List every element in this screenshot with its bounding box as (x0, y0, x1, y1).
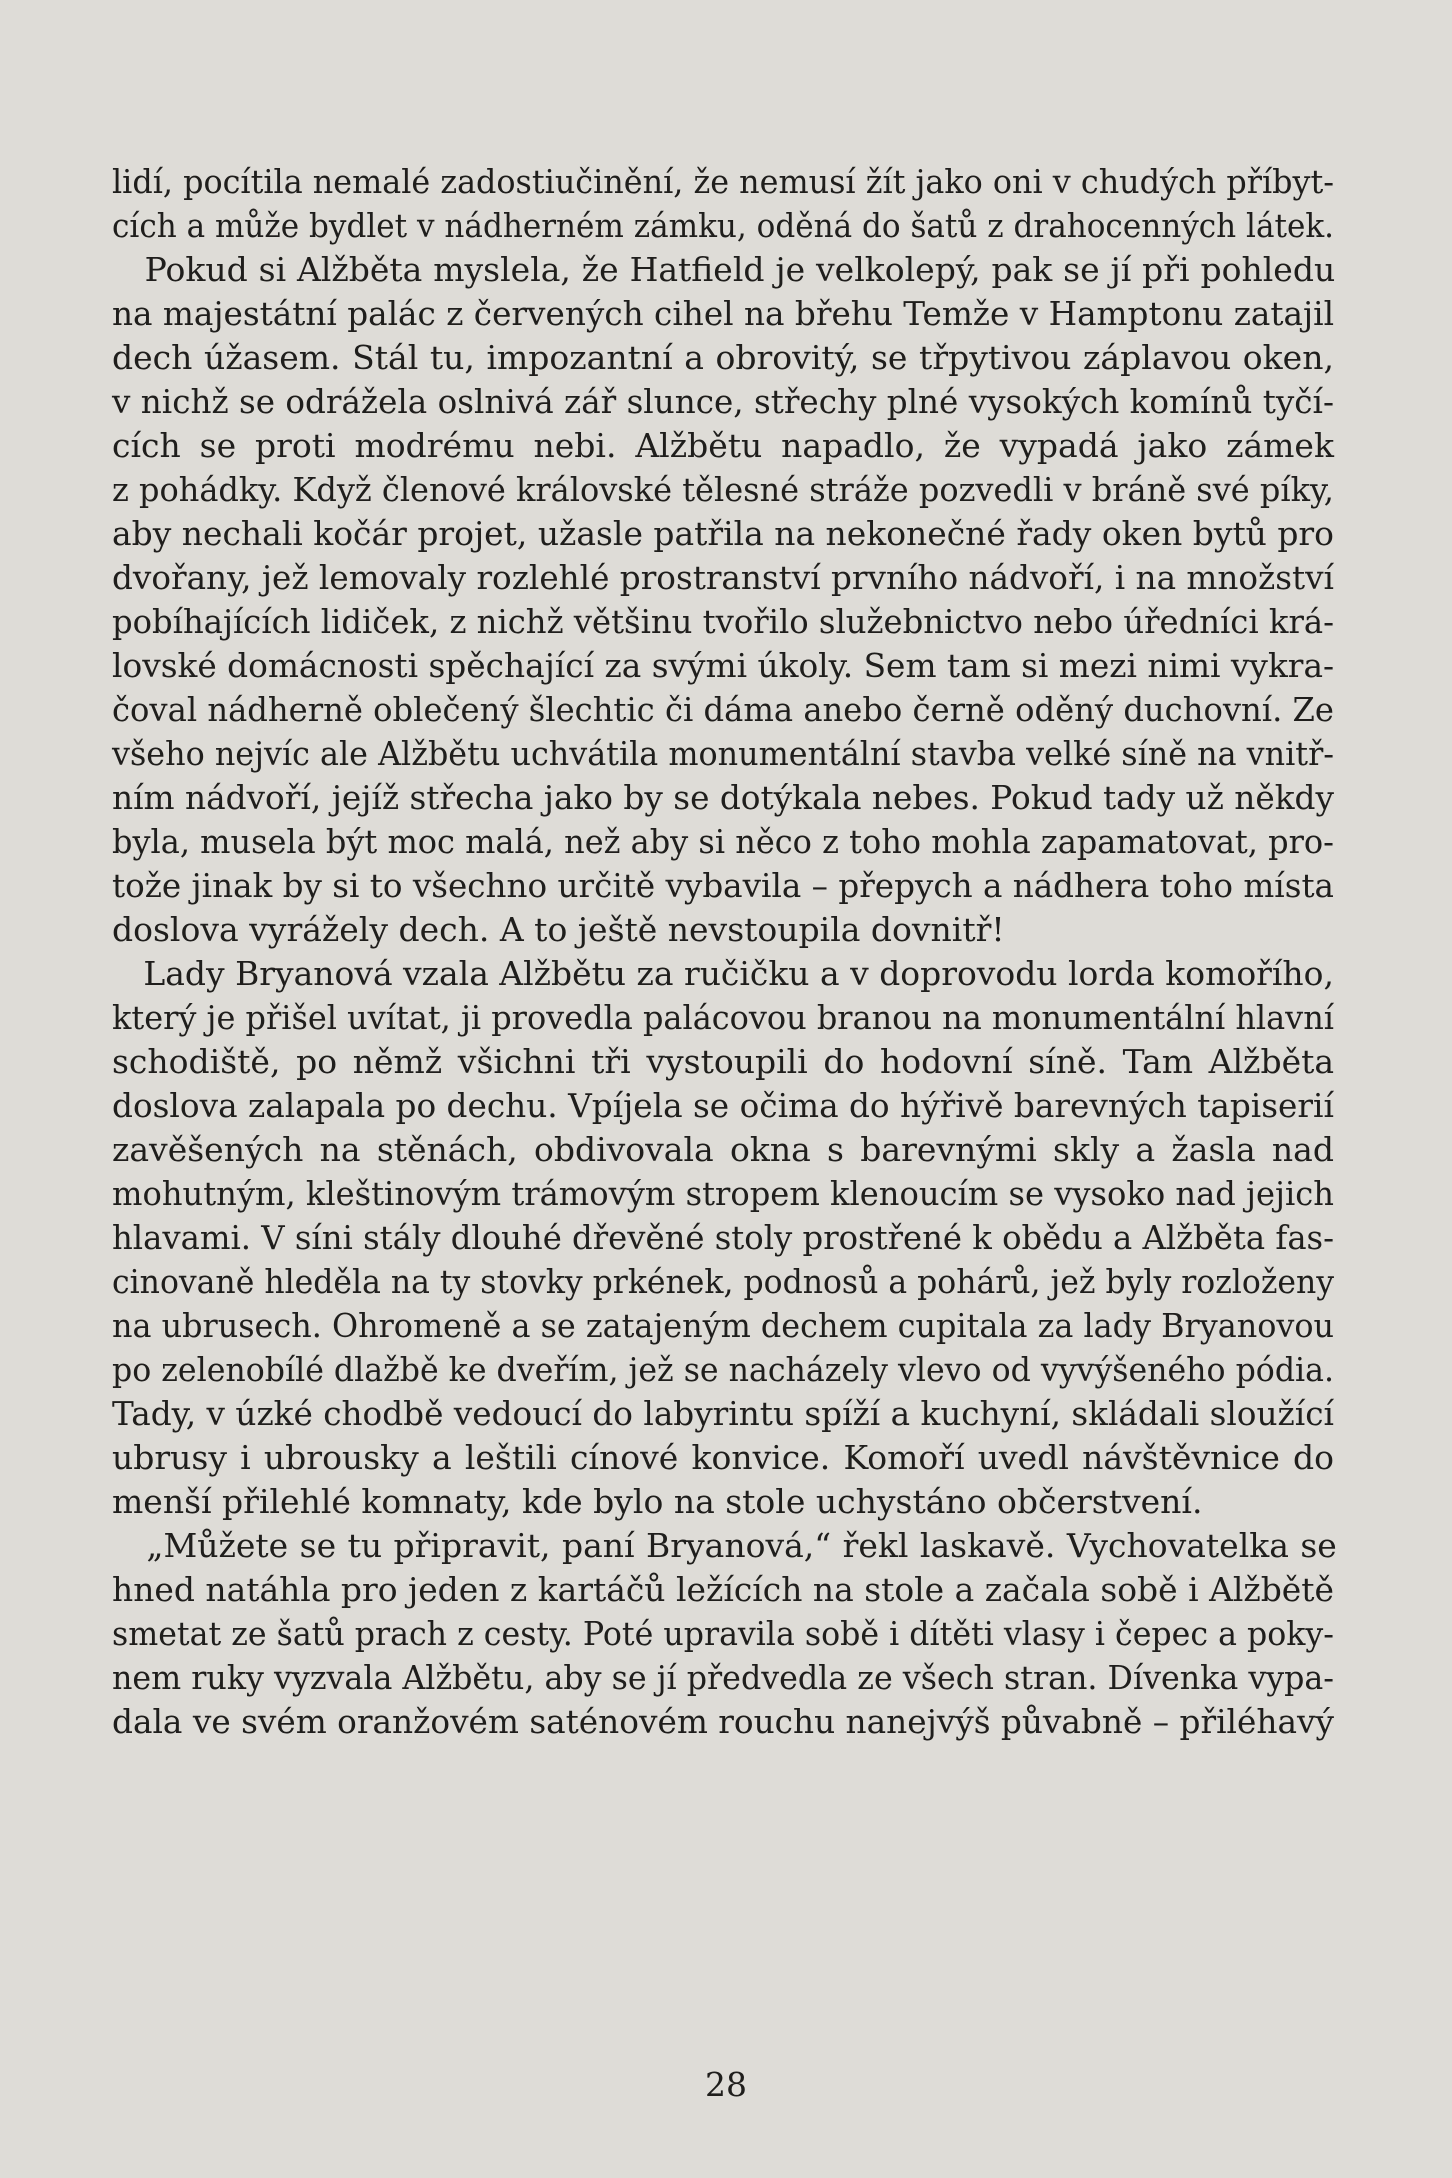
text-line: doslova zalapala po dechu. Vpíjela se očima do hýřivě barevných tapiserií (112, 1086, 1334, 1125)
text-line: cinovaně hleděla na ty stovky prkének, podnosů a pohárů, jež byly rozloženy (112, 1262, 1335, 1301)
text-line: ubrusy i ubrousky a leštili cínové konvice. Komoří uvedl návštěvnice do (112, 1438, 1335, 1477)
text-line: mohutným, kleštinovým trámovým stropem klenoucím se vysoko nad jejich (112, 1174, 1334, 1213)
text-line: na ubrusech. Ohromeně a se zatajeným dechem cupitala za lady Bryanovou (112, 1306, 1335, 1345)
text-line: Pokud si Alžběta myslela, že Hatfield je velkolepý, pak se jí při pohledu (112, 250, 1336, 289)
text-line: menší přilehlé komnaty, kde bylo na stole uchystáno občerstvení. (112, 1482, 1203, 1521)
text-line: pobíhajících lidiček, z nichž většinu tvořilo služebnictvo nebo úředníci krá- (112, 602, 1334, 641)
text-line: byla, musela být moc malá, než aby si něco z toho mohla zapamatovat, pro- (112, 822, 1334, 861)
text-line: cích a může bydlet v nádherném zámku, oděná do šatů z drahocenných látek. (112, 206, 1335, 245)
text-line: po zelenobílé dlažbě ke dveřím, jež se nacházely vlevo od vyvýšeného pódia. (112, 1350, 1335, 1389)
text-line: zavěšených na stěnách, obdivovala okna s barevnými skly a žasla nad (112, 1130, 1334, 1169)
text-line: který je přišel uvítat, ji provedla palácovou branou na monumentální hlavní (112, 998, 1335, 1037)
text-line: doslova vyrážely dech. A to ještě nevstoupila dovnitř! (112, 910, 1005, 949)
text-line: lidí, pocítila nemalé zadostiučinění, že nemusí žít jako oni v chudých příbyt- (112, 162, 1334, 201)
text-line: „Můžete se tu připravit, paní Bryanová,“ řekl laskavě. Vychovatelka se (112, 1526, 1337, 1565)
text-line: schodiště, po němž všichni tři vystoupili do hodovní síně. Tam Alžběta (112, 1042, 1335, 1081)
text-line: z pohádky. Když členové královské tělesné stráže pozvedli v bráně své píky, (112, 470, 1334, 509)
text-line: Tady, v úzké chodbě vedoucí do labyrintu spíží a kuchyní, skládali sloužící (112, 1394, 1334, 1433)
text-line: v nichž se odrážela oslnivá zář slunce, střechy plné vysokých komínů tyčí- (112, 382, 1334, 421)
text-line: hlavami. V síni stály dlouhé dřevěné stoly prostřené k obědu a Alžběta fas- (112, 1218, 1335, 1257)
text-line: nem ruky vyzvala Alžbětu, aby se jí předvedla ze všech stran. Dívenka vypa- (112, 1658, 1335, 1697)
body-text (112, 160, 1337, 1744)
text-line: dech úžasem. Stál tu, impozantní a obrovitý, se třpytivou záplavou oken, (112, 338, 1334, 377)
text-line: tože jinak by si to všechno určitě vybavila – přepych a nádhera toho místa (112, 866, 1334, 905)
text-line: na majestátní palác z červených cihel na břehu Temže v Hamptonu zatajil (112, 294, 1335, 333)
text-line: čoval nádherně oblečený šlechtic či dáma anebo černě oděný duchovní. Ze (112, 690, 1334, 729)
text-line: všeho nejvíc ale Alžbětu uchvátila monumentální stavba velké síně na vnitř- (112, 734, 1335, 773)
text-line: dvořany, jež lemovaly rozlehlé prostranství prvního nádvoří, i na množství (112, 558, 1334, 597)
text-line: Lady Bryanová vzala Alžbětu za ručičku a v doprovodu lorda komořího, (112, 954, 1334, 993)
text-line: cích se proti modrému nebi. Alžbětu napadlo, že vypadá jako zámek (112, 426, 1334, 465)
text-line: hned natáhla pro jeden z kartáčů ležících na stole a začala sobě i Alžbětě (112, 1570, 1334, 1609)
text-line: aby nechali kočár projet, užasle patřila na nekonečné řady oken bytů pro (112, 514, 1335, 553)
text-line: dala ve svém oranžovém saténovém rouchu nanejvýš půvabně – přiléhavý (112, 1702, 1334, 1741)
text-line: ním nádvoří, jejíž střecha jako by se dotýkala nebes. Pokud tady už někdy (112, 778, 1335, 817)
text-line: smetat ze šatů prach z cesty. Poté upravila sobě i dítěti vlasy i čepec a poky- (112, 1614, 1334, 1653)
page-number: 28 (705, 2065, 747, 2104)
text-line: lovské domácnosti spěchající za svými úkoly. Sem tam si mezi nimi vykra- (112, 646, 1335, 685)
